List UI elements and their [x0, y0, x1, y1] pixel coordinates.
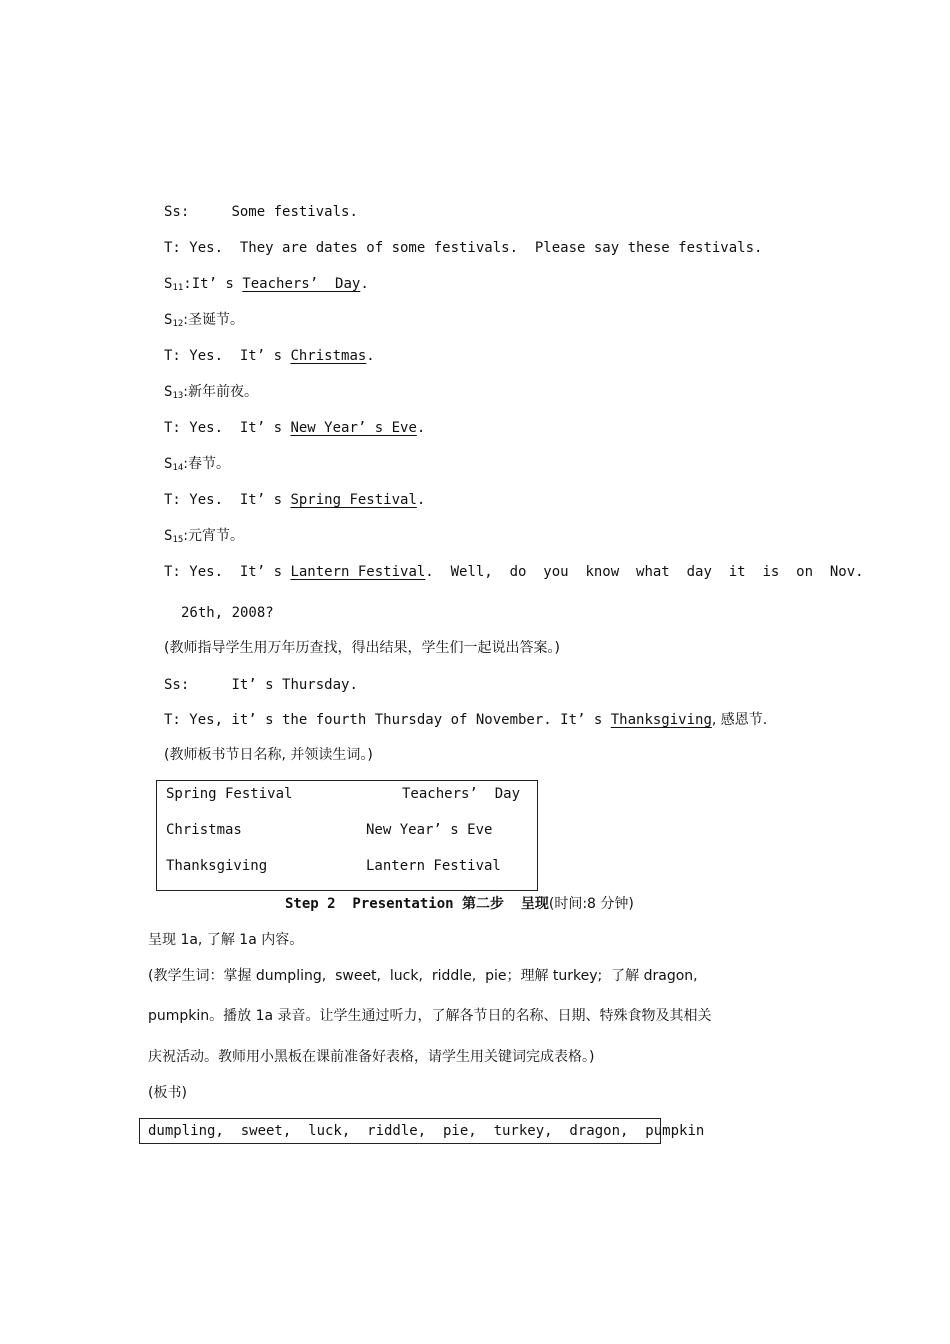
dialogue-line [164, 346, 375, 366]
line-text: :It’ s [183, 276, 243, 292]
line-text: . [360, 276, 369, 292]
dialogue-line [164, 382, 258, 406]
festival-term: Lantern Festival [290, 564, 426, 580]
paragraph: 庆祝活动。教师用小黑板在课前准备好表格，请学生用关键词完成表格。) [148, 1049, 595, 1065]
speaker: Ss: [164, 204, 190, 220]
speaker: Ss: [164, 677, 190, 693]
board-cell: Spring Festival [166, 786, 293, 802]
board-cell: Christmas [166, 822, 242, 838]
line-text: . [416, 420, 426, 436]
speaker-number: 11 [172, 283, 184, 293]
teacher-note: (教师指导学生用万年历查找，得出结果，学生们一起说出答案。) [164, 640, 560, 656]
dialogue-line [164, 454, 230, 478]
dialogue-line: 26th, 2008? [181, 605, 274, 621]
step-heading [285, 894, 634, 914]
speaker-number: 13 [172, 391, 184, 401]
festival-term: New Year’ s Eve [290, 420, 417, 436]
line-text: . Well, do you know what day it is on Nov. [425, 564, 864, 580]
paragraph: (教学生词：掌握 dumpling, sweet, luck, riddle, pie；理解 turkey; 了解 dragon, [148, 968, 698, 984]
teacher-note: (教师板书节日名称, 并领读生词。) [164, 747, 373, 763]
festival-term: Teachers’ Day [242, 276, 361, 292]
speaker: S [164, 528, 173, 544]
speaker: S [164, 456, 173, 472]
board-label: (板书) [148, 1085, 187, 1101]
dialogue-line [164, 526, 244, 550]
dialogue-line [164, 490, 425, 510]
vocabulary-words: dumpling, sweet, luck, riddle, pie, turkey, dragon, pumpkin [148, 1123, 705, 1139]
line-text: T: Yes. It’ s [164, 420, 291, 436]
line-text: . [416, 492, 426, 508]
line-text: . [366, 348, 375, 364]
paragraph: 呈现 1a, 了解 1a 内容。 [148, 932, 304, 948]
line-text: T: Yes. It’ s [164, 564, 291, 580]
board-cell: Lantern Festival [366, 858, 501, 874]
speaker: S [164, 276, 173, 292]
speaker-number: 15 [172, 535, 184, 545]
festival-term: Spring Festival [290, 492, 417, 508]
line-text: :元宵节。 [183, 528, 244, 544]
line-text: :新年前夜。 [183, 384, 258, 400]
paragraph: pumpkin。播放 1a 录音。让学生通过听力，了解各节日的名称、日期、特殊食物及其相关 [148, 1008, 712, 1024]
dialogue-line [164, 202, 358, 222]
dialogue-line [164, 710, 767, 730]
speaker: S [164, 312, 173, 328]
line-text: T: Yes, it’ s the fourth Thursday of November. It’ s [164, 712, 611, 728]
board-cell: Thanksgiving [166, 858, 268, 874]
board-cell: Teachers’ Day [402, 786, 521, 802]
dialogue-line [164, 274, 369, 298]
festival-term: Thanksgiving [610, 712, 712, 728]
speaker-number: 14 [172, 463, 184, 473]
line-text: , 感恩节. [711, 712, 768, 728]
step-time: (时间:8 分钟) [548, 896, 634, 912]
line-text: :春节。 [183, 456, 230, 472]
line-text: T: Yes. It’ s [164, 348, 291, 364]
dialogue-line [164, 562, 864, 582]
dialogue-line: T: Yes. They are dates of some festivals. Please say these festivals. [164, 240, 763, 256]
speaker: S [164, 384, 173, 400]
dialogue-line [164, 310, 244, 334]
line-text: T: Yes. It’ s [164, 492, 291, 508]
festival-term: Christmas [290, 348, 367, 364]
line-text: It’ s Thursday. [231, 677, 358, 693]
line-text: :圣诞节。 [183, 312, 244, 328]
speaker-number: 12 [172, 319, 184, 329]
board-cell: New Year’ s Eve [366, 822, 493, 838]
dialogue-line [164, 675, 358, 695]
line-text: Some festivals. [231, 204, 358, 220]
step-title: Step 2 Presentation 第二步 呈现 [285, 896, 549, 912]
dialogue-line [164, 418, 425, 438]
